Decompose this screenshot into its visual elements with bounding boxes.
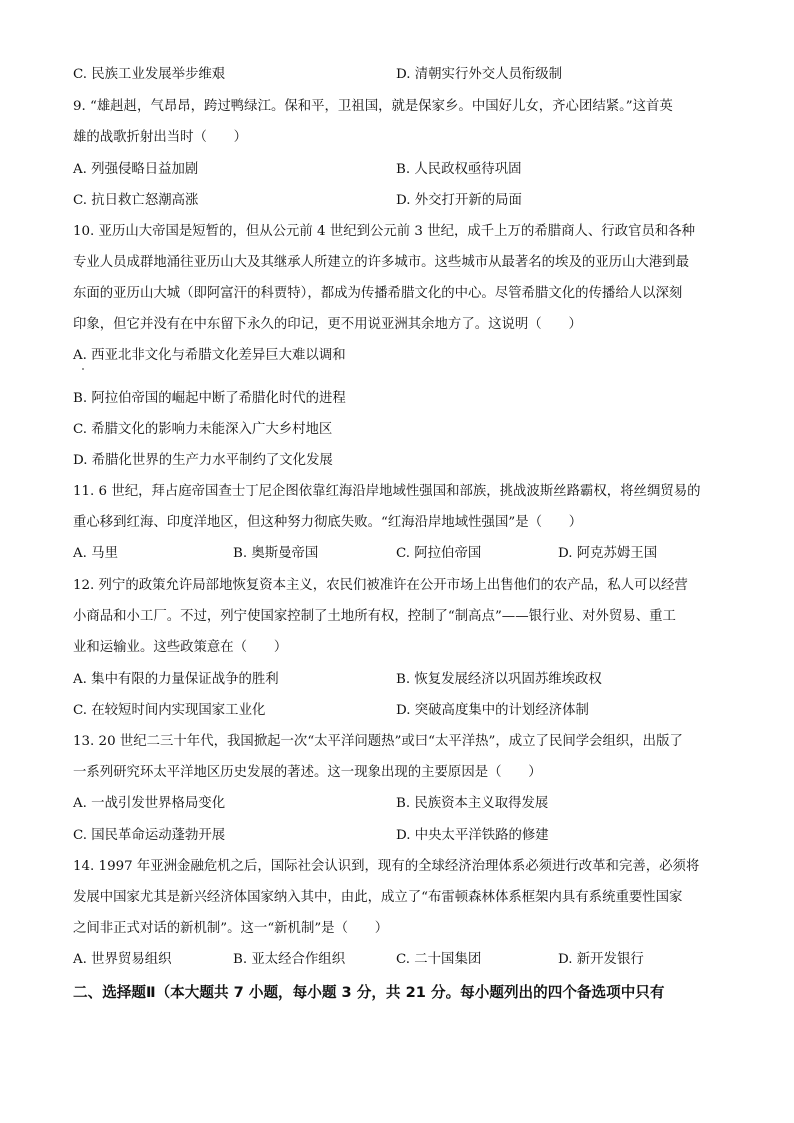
option-c: C. 二十国集团 (396, 952, 482, 967)
question-text-line: 小商品和小工厂。不过，列宁使国家控制了土地所有权，控制了“制高点”——银行业、对外贸易、重工 (73, 609, 676, 624)
question-text-line: 14. 1997 年亚洲金融危机之后，国际社会认识到，现有的全球经济治理体系必须进行改革和完善，必须将 (73, 859, 700, 874)
question-text-line: 一系列研究环太平洋地区历史发展的著述。这一现象出现的主要原因是（ ） (73, 765, 542, 780)
option-b: B. 民族资本主义取得发展 (396, 796, 549, 811)
option-b: B. 奥斯曼帝国 (233, 546, 319, 561)
question-text-line: 重心移到红海、印度洋地区，但这种努力彻底失败。“红海沿岸地域性强国”是（ ） (73, 515, 583, 530)
question-text-line: 印象，但它并没有在中东留下永久的印记，更不用说亚洲其余地方了。这说明（ ） (73, 317, 582, 332)
question-text-line: 9. “雄赳赳，气昂昂，跨过鸭绿江。保和平，卫祖国，就是保家乡。中国好儿女，齐心团结紧。”这首英 (73, 99, 673, 114)
option-a: A. 列强侵略日益加剧 (73, 162, 199, 177)
option-c: C. 国民革命运动蓬勃开展 (73, 828, 226, 843)
option-d: D. 新开发银行 (558, 952, 644, 967)
option-a: A. 马里 (73, 546, 118, 561)
question-text-line: 雄的战歌折射出当时（ ） (73, 130, 248, 145)
question-text-line: 11. 6 世纪，拜占庭帝国查士丁尼企图依靠红海沿岸地域性强国和部族，挑战波斯丝路霸权，将丝绸贸易的 (73, 484, 701, 499)
question-text-line: 13. 20 世纪二三十年代，我国掀起一次“太平洋问题热”或曰“太平洋热”，成立了民间学会组织，出版了 (73, 734, 683, 749)
option-c: C. 希腊文化的影响力未能深入广大乡村地区 (73, 422, 333, 437)
option-b: B. 亚太经合作组织 (233, 952, 346, 967)
stray-mark (82, 368, 84, 370)
option-a: A. 集中有限的力量保证战争的胜利 (73, 672, 279, 687)
option-c: C. 在较短时间内实现国家工业化 (73, 703, 266, 718)
question-text-line: 业和运输业。这些政策意在（ ） (73, 640, 288, 655)
option-d: D. 希腊化世界的生产力水平制约了文化发展 (73, 453, 333, 468)
option-a: A. 一战引发世界格局变化 (73, 796, 226, 811)
question-text-line: 发展中国家尤其是新兴经济体国家纳入其中，由此，成立了“布雷顿森林体系框架内具有系统重要性国家 (73, 890, 683, 905)
option-d: D. 突破高度集中的计划经济体制 (396, 703, 589, 718)
question-text-line: 东面的亚历山大城（即阿富汗的科贾特），都成为传播希腊文化的中心。尽管希腊文化的传播给人以深刻 (73, 286, 683, 301)
option-c: C. 抗日救亡怒潮高涨 (73, 193, 199, 208)
option-d: D. 外交打开新的局面 (396, 193, 522, 208)
question-text-line: 10. 亚历山大帝国是短暂的，但从公元前 4 世纪到公元前 3 世纪，成千上万的希腊商人、行政官员和各种 (73, 224, 696, 239)
option-a: A. 西亚北非文化与希腊文化差异巨大难以调和 (73, 348, 346, 363)
question-text-line: 之间非正式对话的新机制”。这一“新机制”是（ ） (73, 921, 389, 936)
option-b: B. 人民政权亟待巩固 (396, 162, 522, 177)
question-text-line: 专业人员成群地涌往亚历山大及其继承人所建立的许多城市。这些城市从最著名的埃及的亚历山大港到最 (73, 255, 689, 270)
option-a: A. 世界贸易组织 (73, 952, 172, 967)
option-prev-c: C. 民族工业发展举步维艰 (73, 67, 226, 82)
option-d: D. 阿克苏姆王国 (558, 546, 658, 561)
option-d: D. 中央太平洋铁路的修建 (396, 828, 549, 843)
question-text-line: 12. 列宁的政策允许局部地恢复资本主义，农民们被准许在公开市场上出售他们的农产品，私人可以经营 (73, 578, 688, 593)
option-b: B. 阿拉伯帝国的崛起中断了希腊化时代的进程 (73, 391, 346, 406)
option-b: B. 恢复发展经济以巩固苏维埃政权 (396, 672, 602, 687)
section-heading: 二、选择题Ⅱ（本大题共 7 小题，每小题 3 分，共 21 分。每小题列出的四个备选项中只有 (73, 984, 665, 1001)
option-c: C. 阿拉伯帝国 (396, 546, 482, 561)
option-prev-d: D. 清朝实行外交人员衔级制 (396, 67, 563, 82)
